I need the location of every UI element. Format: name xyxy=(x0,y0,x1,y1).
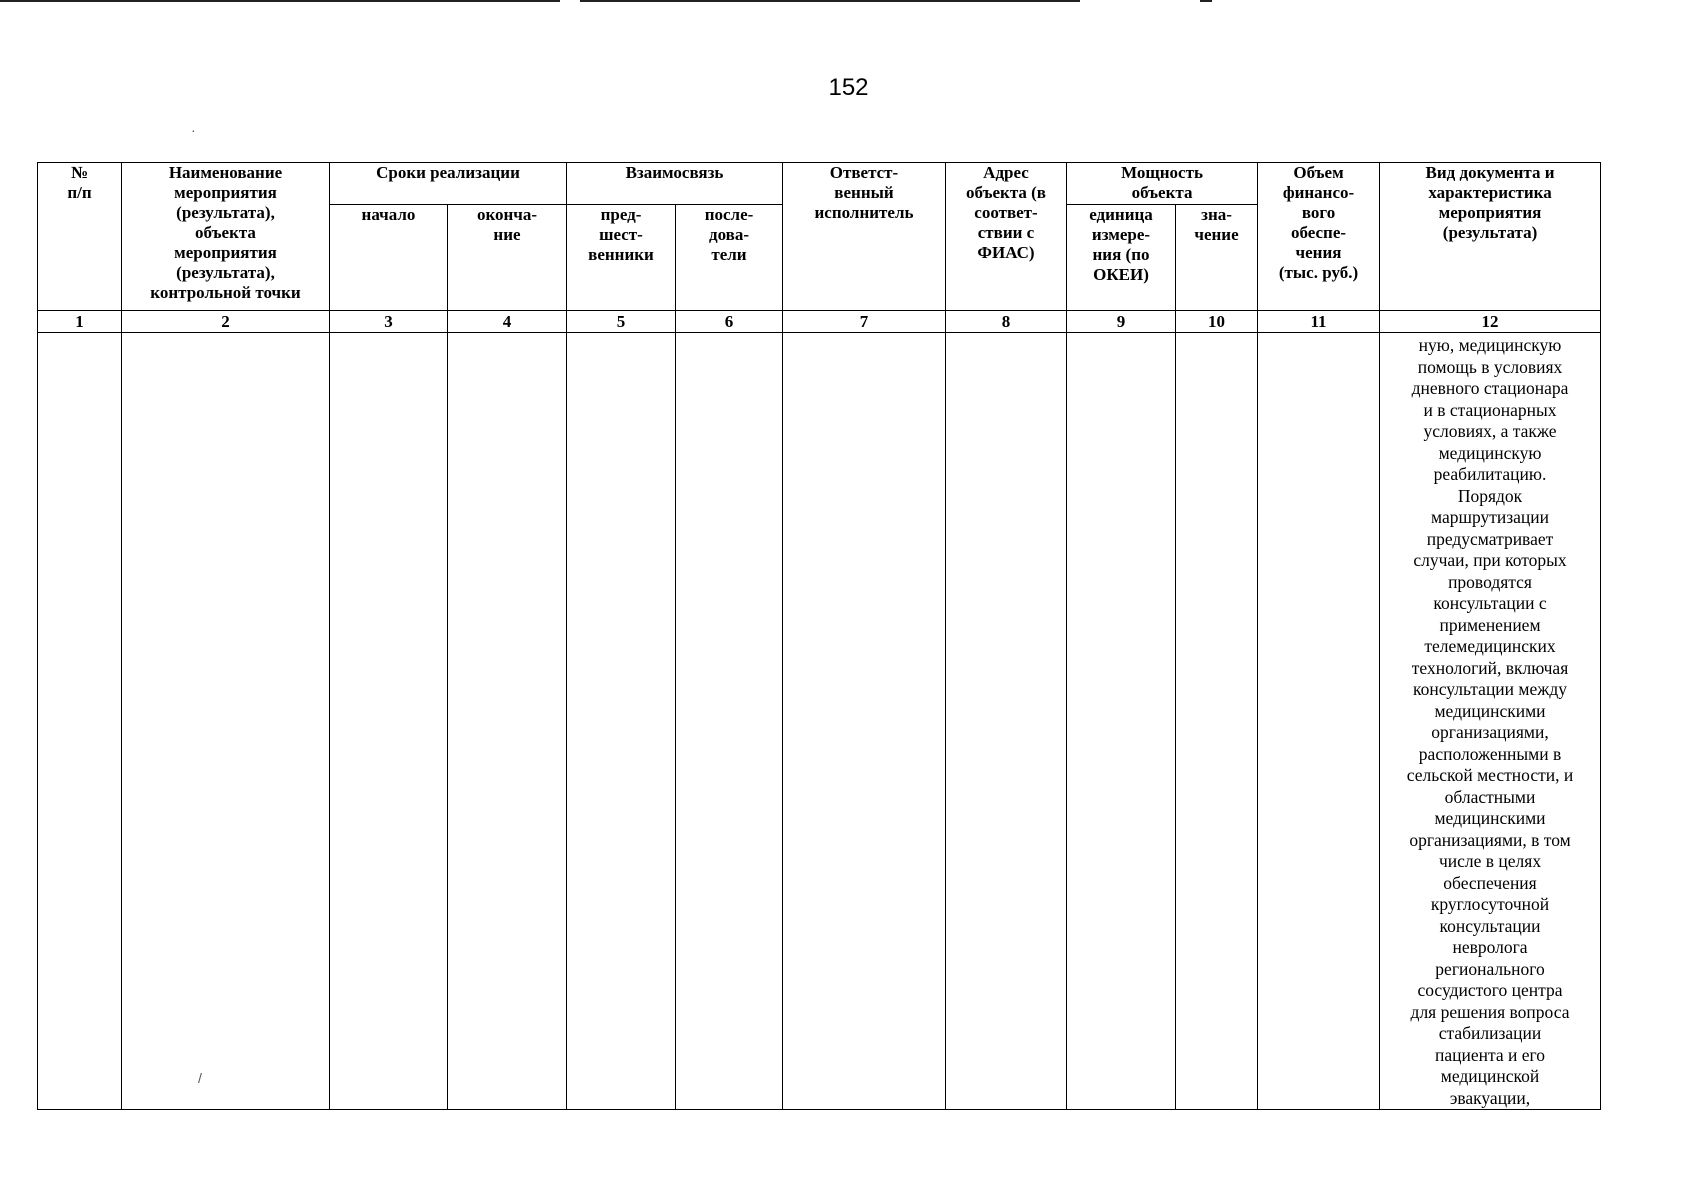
column-number: 10 xyxy=(1176,311,1258,333)
cell-empty xyxy=(567,333,676,1110)
column-numbers-row xyxy=(38,311,1601,333)
cell-empty xyxy=(330,333,448,1110)
cell-empty xyxy=(676,333,783,1110)
cell-empty xyxy=(448,333,567,1110)
header-num: № п/п xyxy=(38,163,122,311)
cell-empty xyxy=(1067,333,1176,1110)
header-terms-end: оконча- ние xyxy=(448,205,567,311)
header-relation-successors: после- дова- тели xyxy=(676,205,783,311)
header-terms-start: начало xyxy=(330,205,448,311)
header-capacity: Мощность объекта xyxy=(1067,163,1258,205)
column-number: 8 xyxy=(946,311,1067,333)
column-number: 1 xyxy=(38,311,122,333)
column-number: 11 xyxy=(1258,311,1380,333)
column-number: 4 xyxy=(448,311,567,333)
column-number: 12 xyxy=(1380,311,1601,333)
scan-speck: / xyxy=(198,1070,202,1086)
header-relation: Взаимосвязь xyxy=(567,163,783,205)
header-doc-type: Вид документа и характеристика мероприятия (результата) xyxy=(1380,163,1601,311)
header-capacity-unit: единица измере- ния (по ОКЕИ) xyxy=(1067,205,1176,311)
header-name: Наименование мероприятия (результата), объекта мероприятия (результата), контрольной точки xyxy=(122,163,330,311)
doc-description-text: ную, медицинскую помощь в условиях дневного стационара и в стационарных условиях, а также медицинскую реабилитацию. Порядок маршрутизации предусматривает случаи, при которых проводятся консультации с применением телемедицинских технологий, включая консультации между медицинскими организациями, расположенными в сельской местности, и областными медицинскими организациями, в том числе в целях обеспечения круглосуточной консультации невролога регионального сосудистого центра для решения вопроса стабилизации пациента и его медицинской эвакуации, xyxy=(1406,335,1574,1108)
scan-edge-line xyxy=(1200,0,1212,2)
header-terms: Сроки реализации xyxy=(330,163,567,205)
cell-empty xyxy=(122,333,330,1110)
column-number: 5 xyxy=(567,311,676,333)
header-capacity-value: зна- чение xyxy=(1176,205,1258,311)
header-finance: Объем финансо- вого обеспе- чения (тыс. руб.) xyxy=(1258,163,1380,311)
header-responsible: Ответст- венный исполнитель xyxy=(783,163,946,311)
cell-doc-description xyxy=(1380,333,1601,1110)
scan-speck: · xyxy=(191,122,196,138)
scan-edge-line xyxy=(580,0,1080,2)
column-number: 6 xyxy=(676,311,783,333)
table-row xyxy=(38,333,1601,1110)
cell-empty xyxy=(1258,333,1380,1110)
cell-empty xyxy=(38,333,122,1110)
column-number: 3 xyxy=(330,311,448,333)
cell-empty xyxy=(946,333,1067,1110)
header-address: Адрес объекта (в соответ- ствии с ФИАС) xyxy=(946,163,1067,311)
header-relation-predecessors: пред- шест- венники xyxy=(567,205,676,311)
scan-edge-line xyxy=(0,0,560,2)
cell-empty xyxy=(783,333,946,1110)
page-number: 152 xyxy=(828,74,869,101)
column-number: 9 xyxy=(1067,311,1176,333)
column-number: 7 xyxy=(783,311,946,333)
column-number: 2 xyxy=(122,311,330,333)
cell-empty xyxy=(1176,333,1258,1110)
activities-table xyxy=(37,162,1601,1110)
